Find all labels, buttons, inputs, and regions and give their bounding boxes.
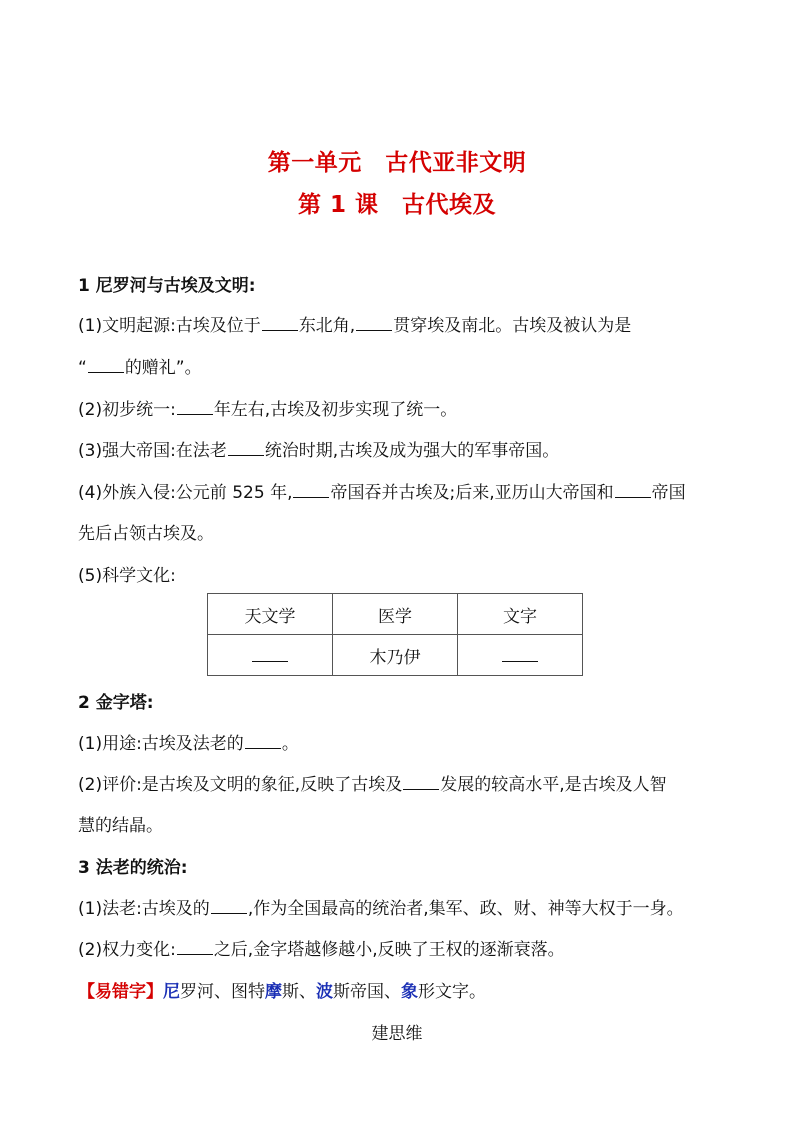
s1-item-5 bbox=[78, 563, 728, 589]
table-cell[interactable] bbox=[208, 635, 333, 676]
text: “ bbox=[78, 358, 87, 378]
text: (2)权力变化: bbox=[78, 940, 176, 960]
s1-item-2 bbox=[78, 397, 728, 423]
s1-item-4-line-1 bbox=[78, 480, 728, 506]
text: 斯帝国、 bbox=[333, 982, 401, 1002]
text: 发展的较高水平,是古埃及人智 bbox=[440, 775, 667, 795]
text: 先后占领古埃及。 bbox=[78, 524, 214, 544]
s2-item-1 bbox=[78, 731, 728, 757]
highlight-char: 象 bbox=[401, 982, 418, 1002]
text: (3)强大帝国:在法老 bbox=[78, 441, 227, 461]
fill-blank[interactable] bbox=[403, 772, 439, 790]
table-header-row bbox=[208, 594, 583, 635]
section-3-heading: 3 法老的统治: bbox=[78, 858, 188, 878]
table-header-cell: 医学 bbox=[333, 594, 458, 635]
table-cell: 木乃伊 bbox=[333, 635, 458, 676]
s1-item-4-line-2 bbox=[78, 521, 728, 547]
text: (5)科学文化: bbox=[78, 566, 176, 586]
text: (4)外族入侵:公元前 525 年, bbox=[78, 483, 293, 503]
fill-blank[interactable] bbox=[262, 313, 298, 331]
section-2-heading: 2 金字塔: bbox=[78, 693, 154, 713]
text: 。 bbox=[281, 734, 299, 754]
s2-item-2-line-2 bbox=[78, 813, 728, 839]
text: 帝国 bbox=[651, 483, 686, 503]
lesson-title: 第 1 课 古代埃及 bbox=[297, 192, 497, 218]
text: 年左右,古埃及初步实现了统一。 bbox=[213, 400, 458, 420]
text: 斯、 bbox=[282, 982, 316, 1002]
table-header-cell: 文字 bbox=[458, 594, 583, 635]
highlight-char: 波 bbox=[316, 982, 333, 1002]
fill-blank[interactable] bbox=[88, 355, 124, 373]
s1-item-1-line-1 bbox=[78, 313, 728, 339]
text: 的赠礼”。 bbox=[124, 358, 202, 378]
highlight-char: 尼 bbox=[163, 982, 180, 1002]
s1-item-1-line-2 bbox=[78, 355, 728, 381]
fill-blank[interactable] bbox=[615, 480, 651, 498]
section-1-heading: 1 尼罗河与古埃及文明: bbox=[78, 276, 256, 296]
fill-blank[interactable] bbox=[245, 731, 281, 749]
text: 东北角, bbox=[298, 316, 356, 336]
fill-blank[interactable] bbox=[177, 937, 213, 955]
table-row bbox=[208, 635, 583, 676]
text: 统治时期,古埃及成为强大的军事帝国。 bbox=[264, 441, 560, 461]
science-culture-table bbox=[207, 593, 583, 676]
fill-blank[interactable] bbox=[177, 397, 213, 415]
text: 贯穿埃及南北。古埃及被认为是 bbox=[393, 316, 632, 336]
tip-label: 【易错字】 bbox=[78, 982, 163, 1002]
table-cell[interactable] bbox=[458, 635, 583, 676]
text: 之后,金字塔越修越小,反映了王权的逐渐衰落。 bbox=[213, 940, 565, 960]
text: (1)用途:古埃及法老的 bbox=[78, 734, 244, 754]
text: 帝国吞并古埃及;后来,亚历山大帝国和 bbox=[330, 483, 614, 503]
fill-blank[interactable] bbox=[228, 438, 264, 456]
s1-item-3 bbox=[78, 438, 728, 464]
text: (2)初步统一: bbox=[78, 400, 176, 420]
text: (1)文明起源:古埃及位于 bbox=[78, 316, 261, 336]
common-errors-note bbox=[78, 979, 728, 1005]
s3-item-1 bbox=[78, 896, 728, 922]
fill-blank[interactable] bbox=[211, 896, 247, 914]
unit-title: 第一单元 古代亚非文明 bbox=[267, 150, 527, 176]
text: 慧的结晶。 bbox=[78, 816, 163, 836]
s2-item-2-line-1 bbox=[78, 772, 728, 798]
table-header-cell: 天文学 bbox=[208, 594, 333, 635]
s3-item-2 bbox=[78, 937, 728, 963]
text: 罗河、图特 bbox=[180, 982, 265, 1002]
fill-blank[interactable] bbox=[356, 313, 392, 331]
text: (2)评价:是古埃及文明的象征,反映了古埃及 bbox=[78, 775, 403, 795]
text: ,作为全国最高的统治者,集军、政、财、神等大权于一身。 bbox=[247, 899, 684, 919]
highlight-char: 摩 bbox=[265, 982, 282, 1002]
text: (1)法老:古埃及的 bbox=[78, 899, 210, 919]
fill-blank[interactable] bbox=[502, 644, 538, 662]
fill-blank[interactable] bbox=[293, 480, 329, 498]
section-footer-label: 建思维 bbox=[371, 1024, 423, 1044]
text: 形文字。 bbox=[418, 982, 486, 1002]
fill-blank[interactable] bbox=[252, 644, 288, 662]
